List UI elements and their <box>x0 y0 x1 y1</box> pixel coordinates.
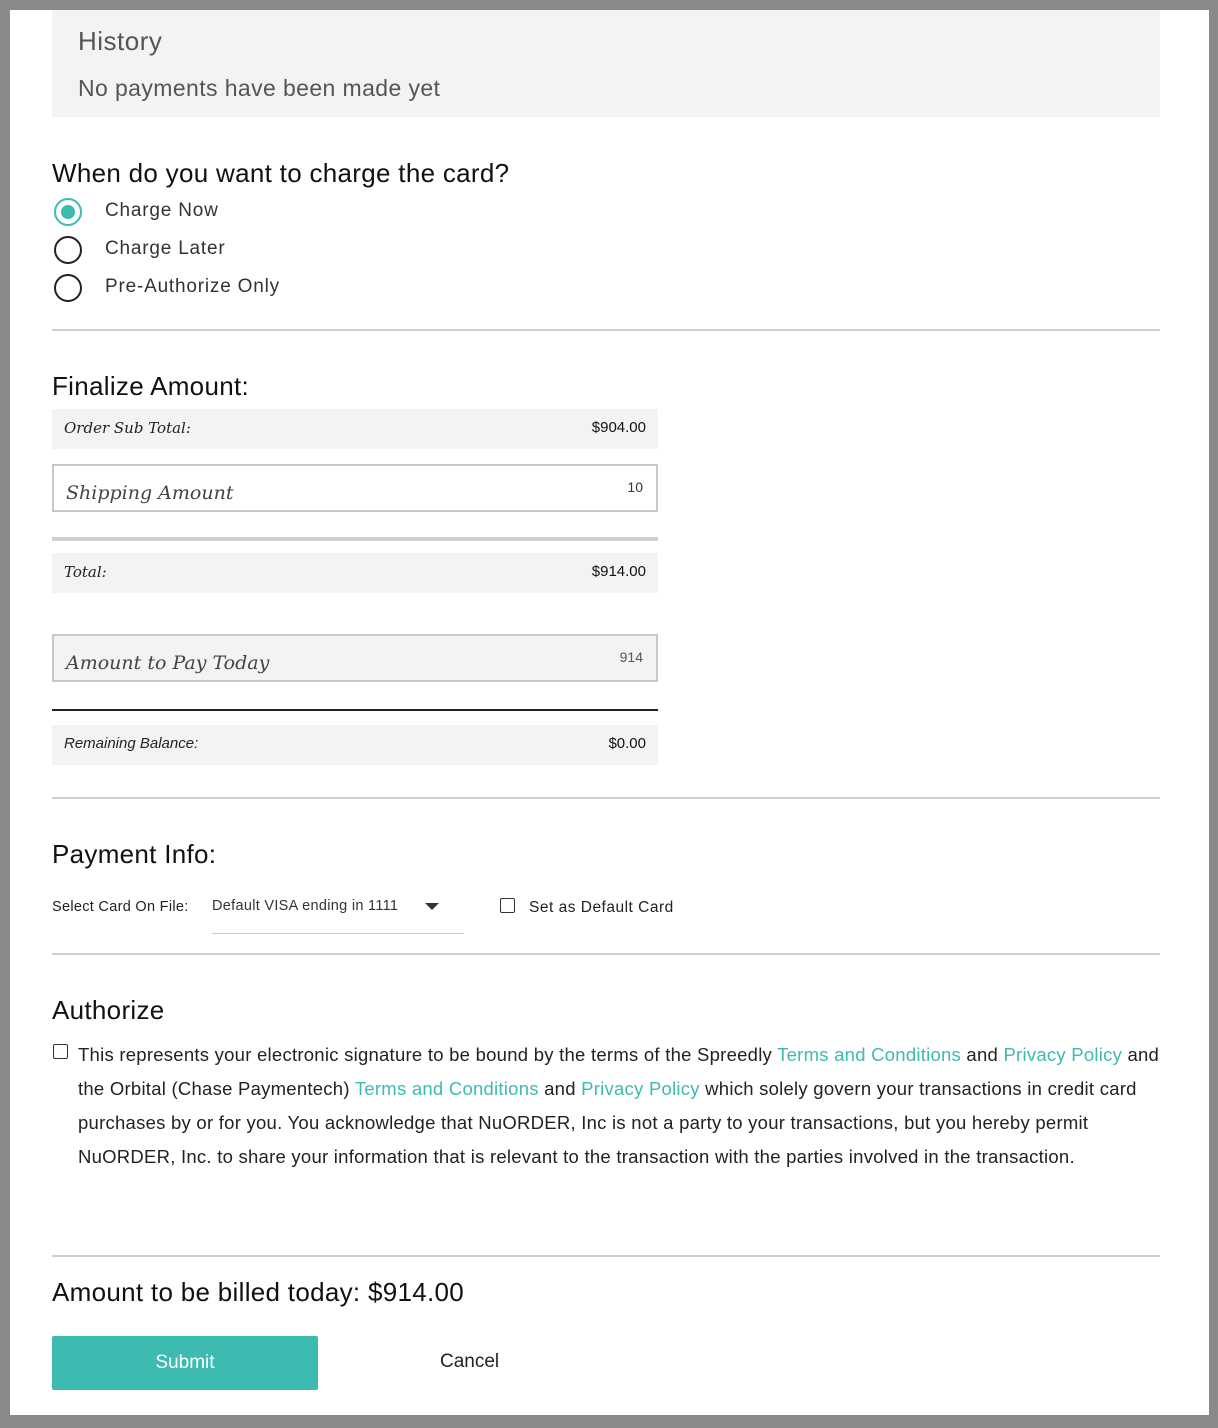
radio-label-pre-authorize[interactable]: Pre-Authorize Only <box>105 276 280 297</box>
shipping-amount-label: Shipping Amount <box>66 482 234 504</box>
authorize-text-2: and <box>961 1044 1004 1065</box>
divider <box>52 709 658 711</box>
default-card-checkbox[interactable] <box>500 898 515 913</box>
shipping-amount-input[interactable]: 10 <box>627 479 643 495</box>
subtotal-value: $904.00 <box>591 419 646 436</box>
total-label: Total: <box>64 563 107 581</box>
amount-to-pay-today-field[interactable] <box>52 634 658 682</box>
radio-label-charge-later[interactable]: Charge Later <box>105 238 226 259</box>
submit-button[interactable]: Submit <box>52 1336 318 1390</box>
finalize-amount-title: Finalize Amount: <box>52 371 250 401</box>
chevron-down-icon <box>424 902 440 912</box>
authorize-checkbox[interactable] <box>53 1044 68 1059</box>
history-title: History <box>78 26 163 56</box>
history-box <box>52 10 1160 117</box>
remaining-balance-value: $0.00 <box>608 735 646 752</box>
card-select-value: Default VISA ending in 1111 <box>212 898 399 914</box>
remaining-balance-label: Remaining Balance: <box>64 735 199 752</box>
authorize-text-4: and <box>538 1078 582 1099</box>
amount-to-pay-today-input[interactable]: 914 <box>619 649 643 665</box>
spreedly-privacy-link[interactable]: Privacy Policy <box>1003 1044 1123 1065</box>
radio-label-charge-now[interactable]: Charge Now <box>105 200 219 221</box>
payment-panel <box>10 10 1209 1415</box>
divider <box>52 953 1160 955</box>
radio-pre-authorize[interactable] <box>54 274 82 302</box>
charge-timing-question: When do you want to charge the card? <box>52 158 510 188</box>
subtotal-label: Order Sub Total: <box>64 419 191 437</box>
radio-charge-later[interactable] <box>54 236 82 264</box>
cancel-button[interactable]: Cancel <box>440 1351 500 1372</box>
amount-to-pay-today-label: Amount to Pay Today <box>66 652 270 674</box>
divider <box>52 329 1160 331</box>
payment-info-title: Payment Info: <box>52 839 217 869</box>
authorize-text-3: and the Orbital (Chase Paymentech) <box>78 1044 1160 1099</box>
card-select-dropdown[interactable] <box>212 892 464 934</box>
authorize-text-1: This represents your electronic signature to be bound by the terms of the Spreedly <box>78 1044 778 1065</box>
divider <box>52 537 658 541</box>
shipping-amount-field[interactable] <box>52 464 658 512</box>
billing-summary: Amount to be billed today: $914.00 <box>52 1277 465 1307</box>
remaining-balance-row <box>52 725 658 765</box>
card-select-label: Select Card On File: <box>52 899 189 915</box>
spreedly-terms-link[interactable]: Terms and Conditions <box>777 1044 962 1065</box>
orbital-terms-link[interactable]: Terms and Conditions <box>354 1078 539 1099</box>
radio-charge-now[interactable] <box>54 198 82 226</box>
total-value: $914.00 <box>591 563 646 580</box>
authorize-title: Authorize <box>52 995 165 1025</box>
subtotal-row <box>52 409 658 449</box>
authorize-text-5: which solely govern your transactions in credit card purchases by or for you. You acknowledge that NuORDER, Inc is not a party to your transactions, but you hereby permit NuORDER, Inc. to share your information that is relevant to the transaction with the parties involved in the transaction. <box>78 1078 1137 1167</box>
orbital-privacy-link[interactable]: Privacy Policy <box>581 1078 700 1099</box>
total-row <box>52 553 658 593</box>
history-message: No payments have been made yet <box>78 75 441 101</box>
divider <box>52 1255 1160 1257</box>
default-card-label[interactable]: Set as Default Card <box>529 899 674 916</box>
authorize-statement <box>78 1038 1168 1174</box>
divider <box>52 797 1160 799</box>
